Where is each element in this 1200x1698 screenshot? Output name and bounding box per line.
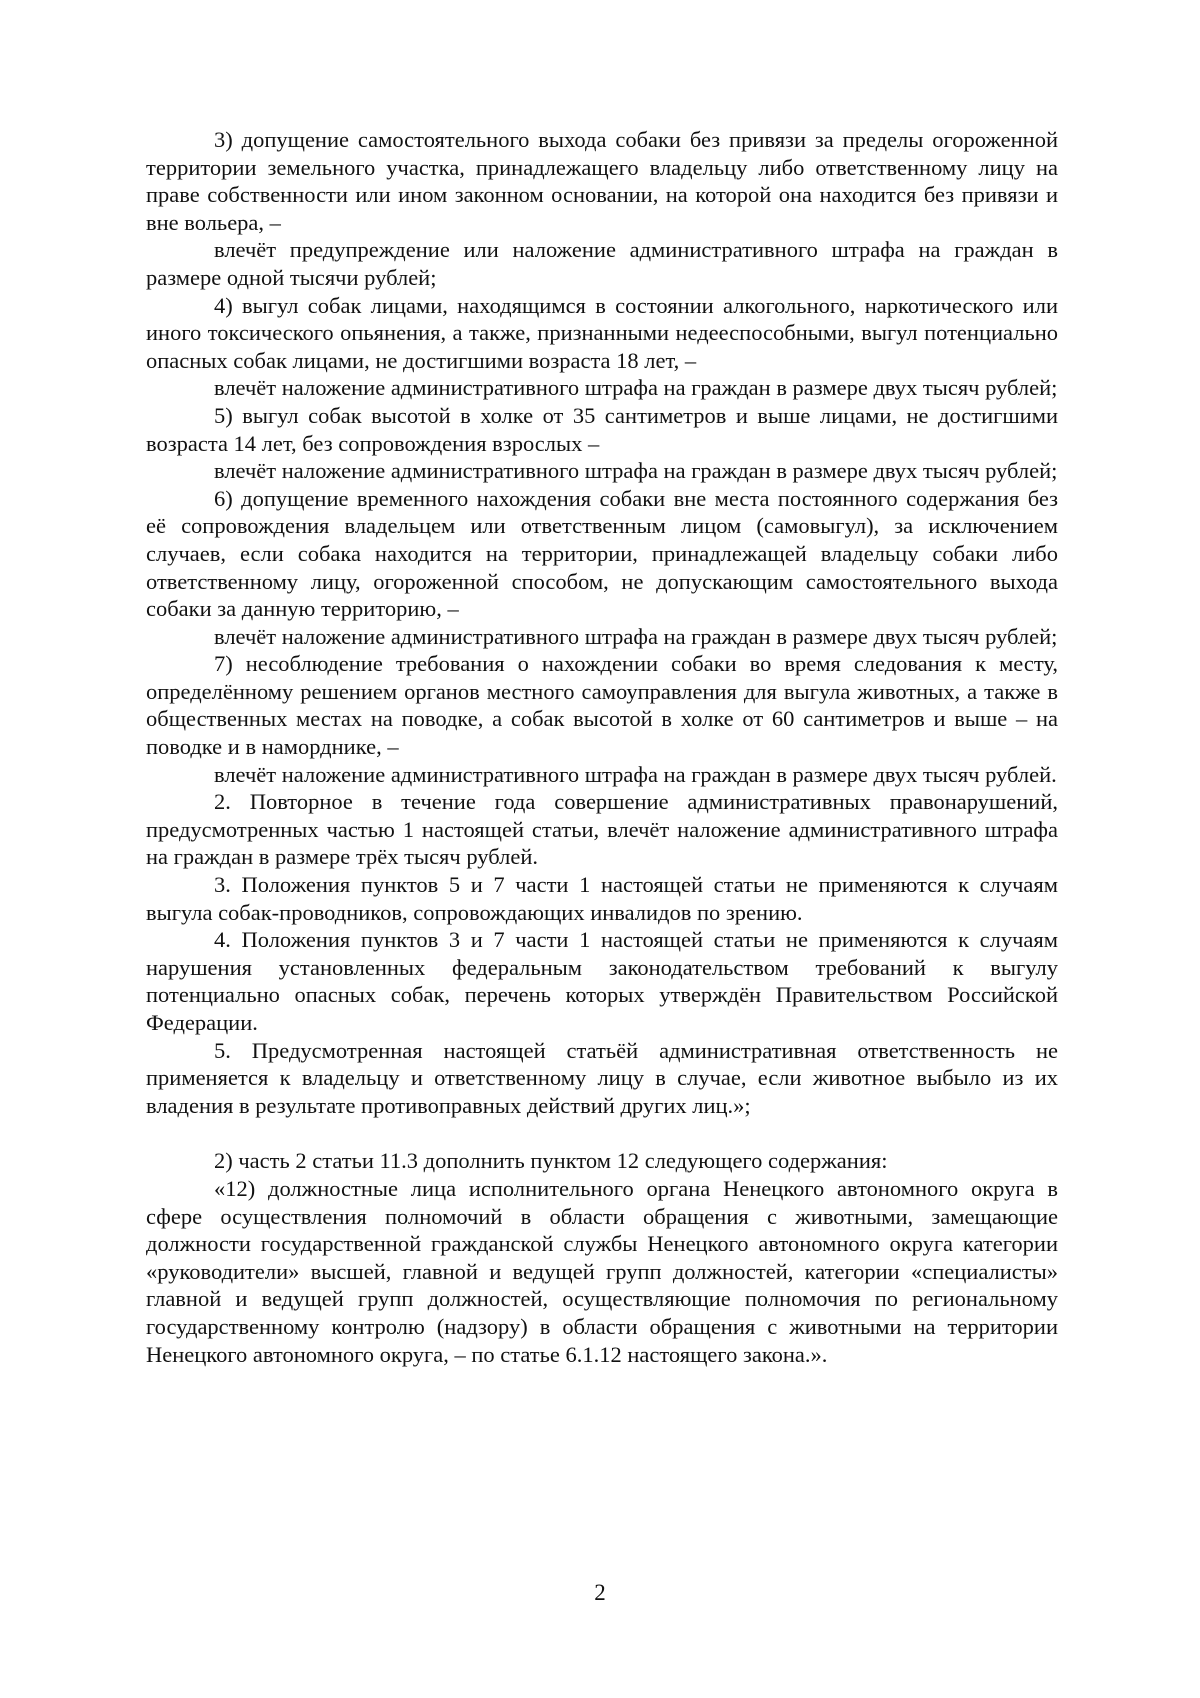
paragraph-penalty-6: влечёт наложение административного штрафа на граждан в размере двух тысяч рублей; (214, 623, 1058, 649)
paragraph-amendment-12: «12) должностные лица исполнительного органа Ненецкого автономного округа в сфере осуществления полномочий в области обращения с животными, замещающие должности государственной гражданской службы Ненецкого автономного округа категории «руководители» высшей, главной и ведущей групп должностей, категории «специалисты» главной и ведущей групп должностей, осуществляющие полномочия по региональному государственному контролю (надзору) в области обращения с животными на территории Ненецкого автономного округа, – по статье 6.1.12 настоящего закона.». (146, 1175, 1058, 1367)
paragraph-part-5: 5. Предусмотренная настоящей статьёй административная ответственность не применяется к владельцу и ответственному лицу в случае, если животное выбыло из их владения в результате противоправных действий других лиц.»; (146, 1037, 1058, 1118)
document-body (146, 126, 1058, 1368)
paragraph-spacer (146, 1119, 1058, 1147)
paragraph-penalty-7: влечёт наложение административного штрафа на граждан в размере двух тысяч рублей. (214, 761, 1057, 787)
paragraph-penalty-4: влечёт наложение административного штрафа на граждан в размере двух тысяч рублей; (214, 375, 1058, 401)
page-number: 2 (594, 1580, 606, 1605)
paragraph-amendment-2: 2) часть 2 статьи 11.3 дополнить пунктом 12 следующего содержания: (214, 1148, 888, 1174)
paragraph-item-7: 7) несоблюдение требования о нахождении собаки во время следования к месту, определённому решением органов местного самоуправления для выгула животных, а также в общественных местах на поводке, а собак высотой в холке от 60 сантиметров и выше – на поводке и в наморднике, – (146, 651, 1058, 760)
paragraph-part-3: 3. Положения пунктов 5 и 7 части 1 настоящей статьи не применяются к случаям выгула собак-проводников, сопровождающих инвалидов по зрению. (146, 872, 1058, 925)
paragraph-penalty-3: влечёт предупреждение или наложение административного штрафа на граждан в размере одной тысячи рублей; (146, 237, 1058, 290)
paragraph-item-5: 5) выгул собак высотой в холке от 35 сантиметров и выше лицами, не достигшими возраста 14 лет, без сопровождения взрослых – (146, 402, 1058, 456)
paragraph-item-6: 6) допущение временного нахождения собаки вне места постоянного содержания без её сопровождения владельцем или ответственным лицом (самовыгул), за исключением случаев, если собака находится на территории, принадлежащей владельцу собаки либо ответственному лицу, огороженной способом, не допускающим самостоятельного выхода собаки за данную территорию, – (146, 485, 1058, 622)
paragraph-part-4: 4. Положения пунктов 3 и 7 части 1 настоящей статьи не применяются к случаям нарушения установленных федеральным законодательством требований к выгулу потенциально опасных собак, перечень которых утверждён Правительством Российской Федерации. (146, 927, 1058, 1035)
paragraph-penalty-5: влечёт наложение административного штрафа на граждан в размере двух тысяч рублей; (214, 458, 1058, 484)
paragraph-item-4: 4) выгул собак лицами, находящимся в состоянии алкогольного, наркотического или иного токсического опьянения, а также, признанными недееспособными, выгул потенциально опасных собак лицами, не достигшими возраста 18 лет, – (146, 292, 1058, 373)
paragraph-item-3: 3) допущение самостоятельного выхода собаки без привязи за пределы огороженной территории земельного участка, принадлежащего владельцу либо ответственному лицу на праве собственности или ином законном основании, на которой она находится без привязи и вне вольера, – (146, 127, 1058, 235)
paragraph-part-2: 2. Повторное в течение года совершение административных правонарушений, предусмотренных частью 1 настоящей статьи, влечёт наложение административного штрафа на граждан в размере трёх тысяч рублей. (146, 789, 1058, 870)
